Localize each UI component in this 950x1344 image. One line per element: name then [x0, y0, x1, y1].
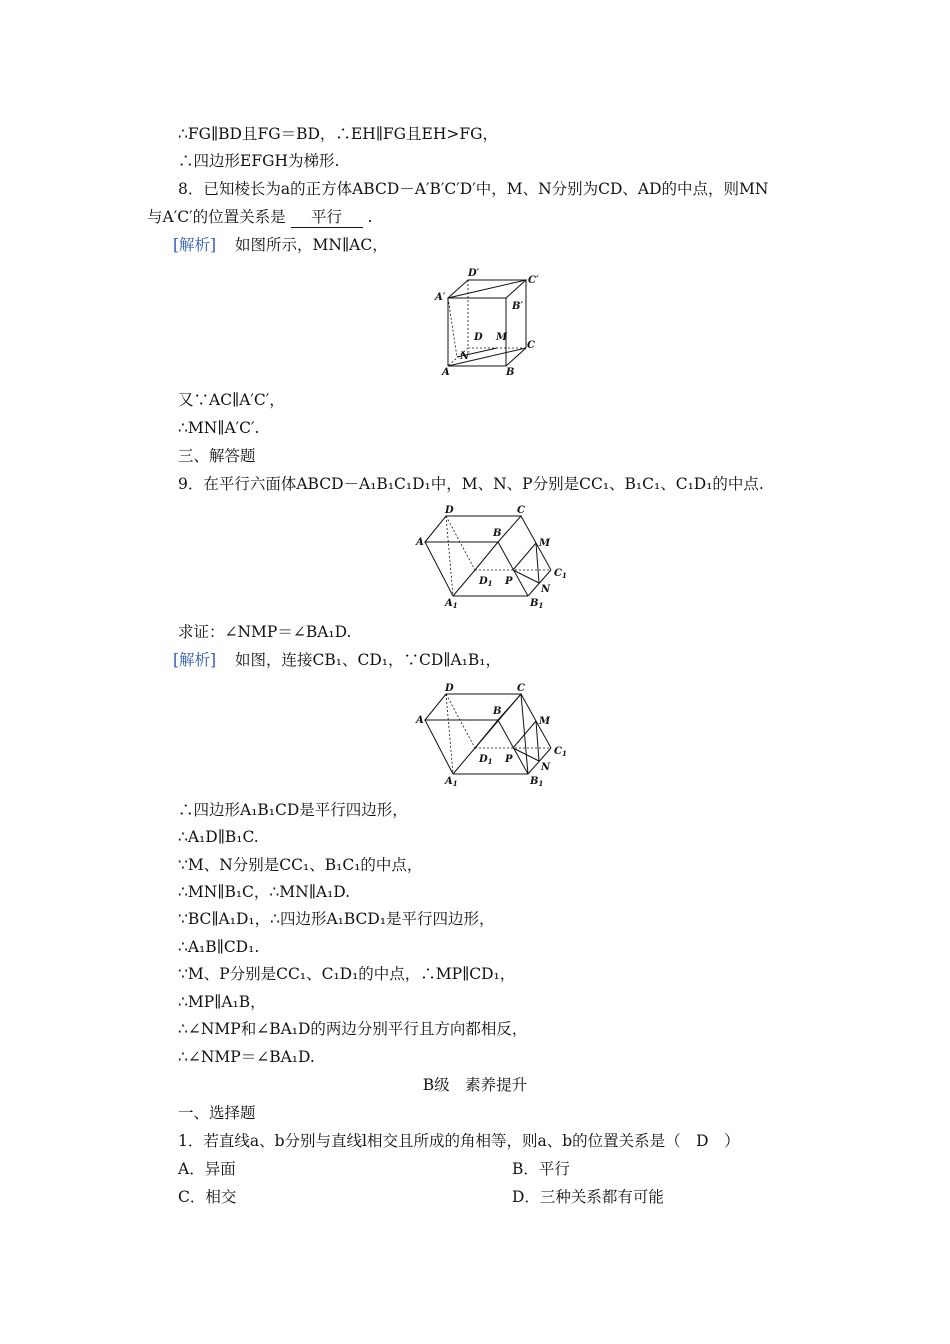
label-N: N [541, 584, 551, 595]
section-heading: 三、解答题 [178, 447, 256, 465]
label-A-prime: A′ [435, 292, 446, 303]
proof-line: ∴A₁B∥CD₁. [178, 938, 260, 956]
option-B: B．平行 [512, 1160, 570, 1178]
label-M: M [539, 716, 551, 727]
text-line: ∴四边形EFGH为梯形. [178, 152, 340, 170]
label-C1: $C_1$ [554, 568, 567, 580]
level-heading: B级 素养提升 [422, 1076, 528, 1094]
label-M: M [496, 332, 508, 343]
label-A1: $A_1$ [445, 776, 458, 788]
question-8: 8．已知棱长为a的正方体ABCD－A′B′C′D′中，M、N分别为CD、AD的中点，则MN [178, 180, 769, 198]
question-8-cont [147, 207, 372, 228]
answer-blank: 平行 [291, 207, 363, 228]
text-line: ∴FG∥BD且FG＝BD，∴EH∥FG且EH>FG， [178, 125, 499, 143]
analysis-9 [173, 650, 501, 670]
label-D: D [445, 505, 454, 516]
choice-question-1: 1．若直线a、b分别与直线l相交且所成的角相等，则a、b的位置关系是（ D ） [178, 1132, 740, 1150]
label-P: P [505, 576, 513, 587]
proof-line: ∴∠NMP和∠BA₁D的两边分别平行且方向都相反， [178, 1020, 528, 1038]
label-A1: $A_1$ [445, 598, 458, 610]
text: 如图，连接CB₁、CD₁，∵CD∥A₁B₁， [235, 651, 501, 669]
label-D-prime: D′ [468, 268, 480, 279]
cube-figure [430, 262, 545, 377]
parallelepiped-figure-1 [413, 500, 573, 610]
label-A: A [442, 367, 450, 377]
option-D: D．三种关系都有可能 [512, 1188, 664, 1206]
text-line: 又∵AC∥A′C′， [178, 391, 285, 409]
analysis-tag: [解析] [173, 651, 217, 669]
label-B-prime: B′ [512, 301, 524, 312]
prove-statement: 求证：∠NMP＝∠BA₁D. [178, 623, 352, 641]
section-heading: 一、选择题 [178, 1104, 256, 1122]
question-9: 9．在平行六面体ABCD－A₁B₁C₁D₁中，M、N、P分别是CC₁、B₁C₁、C₁D₁的中点. [178, 475, 764, 493]
proof-line: ∴MP∥A₁B， [178, 993, 266, 1011]
label-D1: $D_1$ [479, 576, 493, 588]
option-C: C．相交 [178, 1188, 237, 1206]
text: 如图所示，MN∥AC， [235, 236, 388, 254]
label-B: B [506, 367, 515, 377]
label-B: B [493, 528, 502, 539]
label-C1: $C_1$ [554, 746, 567, 758]
proof-line: ∴四边形A₁B₁CD是平行四边形， [178, 801, 408, 819]
label-C: C [517, 683, 525, 694]
label-N: N [460, 351, 470, 362]
proof-line: ∵M、P分别是CC₁、C₁D₁的中点，∴MP∥CD₁， [178, 965, 516, 983]
proof-line: ∴A₁D∥B₁C. [178, 828, 259, 846]
analysis-tag: [解析] [173, 236, 217, 254]
parallelepiped-figure-2 [413, 678, 573, 788]
label-A: A [416, 537, 424, 548]
label-D: D [474, 332, 483, 343]
label-A: A [416, 715, 424, 726]
proof-line: ∴∠NMP＝∠BA₁D. [178, 1048, 315, 1066]
label-D: D [445, 683, 454, 694]
label-B1: $B_1$ [530, 776, 544, 788]
text-line: ∴MN∥A′C′. [178, 419, 260, 437]
label-C-prime: C′ [528, 275, 539, 286]
proof-line: ∵BC∥A₁D₁，∴四边形A₁BCD₁是平行四边形， [178, 910, 495, 928]
label-B: B [493, 706, 502, 717]
proof-line: ∴MN∥B₁C，∴MN∥A₁D. [178, 883, 351, 901]
label-C: C [517, 505, 525, 516]
analysis-8 [173, 235, 388, 255]
label-M: M [539, 538, 551, 549]
label-D1: $D_1$ [479, 754, 493, 766]
text: . [367, 208, 373, 226]
label-B1: $B_1$ [530, 598, 544, 610]
option-A: A．异面 [178, 1160, 236, 1178]
label-C: C [527, 340, 535, 351]
text: 与A′C′的位置关系是 [147, 208, 286, 226]
proof-line: ∵M、N分别是CC₁、B₁C₁的中点， [178, 856, 423, 874]
label-N: N [541, 762, 551, 773]
label-P: P [505, 754, 513, 765]
